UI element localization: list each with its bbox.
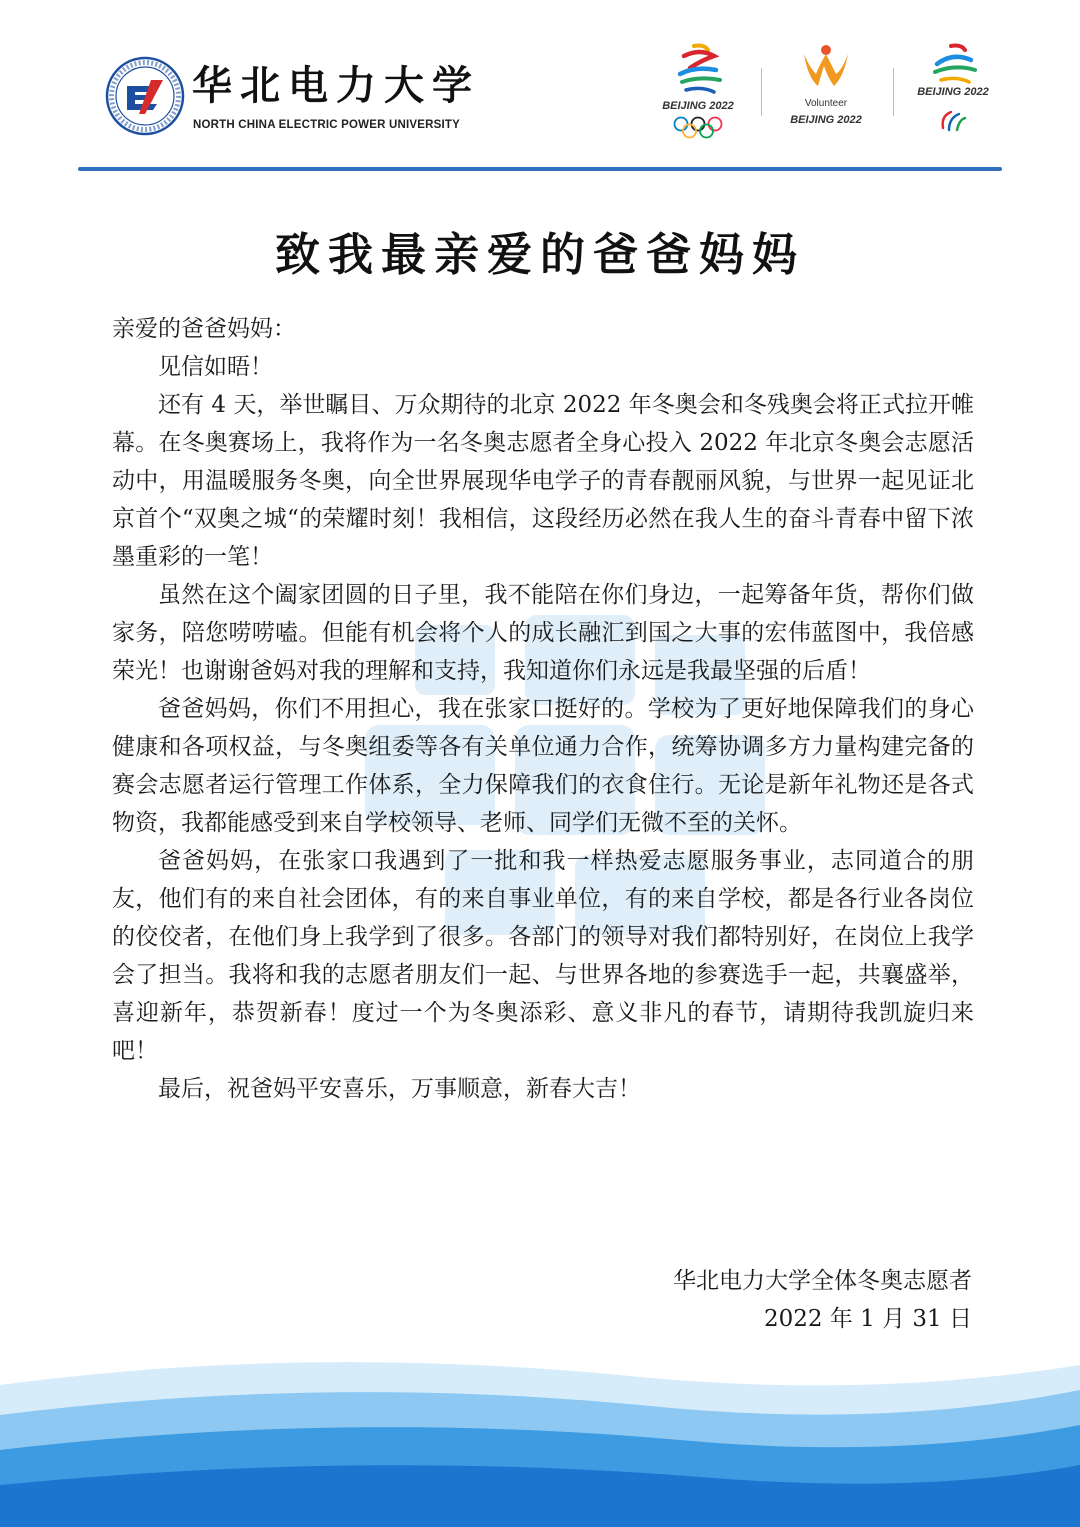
footer-wave-decoration [0,1345,1080,1527]
letter-salutation: 亲爱的爸爸妈妈： [112,316,296,342]
beijing-2022-volunteer-emblem [778,42,874,142]
volunteer-emblem-caption: Volunteer [804,98,848,109]
header-divider [78,167,1002,171]
volunteer-emblem-icon [778,42,874,100]
beijing-2022-paralympic-emblem [905,42,1001,142]
letter-paragraph: 最后，祝爸妈平安喜乐，万事顺意，新春大吉！ [158,1076,641,1102]
signature-date: 2022 年 1 月 31 日 [764,1306,972,1332]
letter-paragraph: 爸爸妈妈，在张家口我遇到了一批和我一样热爱志愿服务事业，志同道合的朋友，他们有的来自社会团体，有的来自事业单位，有的来自学校，都是各行业各岗位的佼佼者，在他们身上我学到了很多。各部门的领导对我们都特别好，在岗位上我学会了担当。我将和我的志愿者朋友们一起、与世界各地的参赛选手一起，共襄盛举，喜迎新年，恭贺新春！度过一个为冬奥添彩、意义非凡的春节，请期待我凯旋归来吧！ [112,848,974,1064]
agitos-icon [939,108,967,134]
emblem-divider [893,68,894,116]
volunteer-emblem-label: BEIJING 2022 [790,114,862,126]
university-name-cn: 华北电力大学 [192,62,480,109]
letter-body [112,310,974,1108]
signature-sender: 华北电力大学全体冬奥志愿者 [673,1268,972,1294]
letter-signature [673,1262,972,1338]
letter-paragraph: 见信如晤！ [158,354,273,380]
letter-paragraph: 爸爸妈妈，你们不用担心，我在张家口挺好的。学校为了更好地保障我们的身心健康和各项权益，与冬奥组委等各有关单位通力合作，统筹协调多方力量构建完备的赛会志愿者运行管理工作体系，全力保障我们的衣食住行。无论是新年礼物还是各式物资，我都能感受到来自学校领导、老师、同学们无微不至的关怀。 [112,696,974,836]
university-name-en: NORTH CHINA ELECTRIC POWER UNIVERSITY [193,119,461,131]
olympic-emblem-label: BEIJING 2022 [662,100,734,112]
beijing-2022-olympic-emblem [650,42,746,142]
paralympic-emblem-label: BEIJING 2022 [917,86,989,98]
letter-paragraph: 虽然在这个阖家团圆的日子里，我不能陪在你们身边，一起筹备年货，帮你们做家务，陪您唠唠嗑。但能有机会将个人的成长融汇到国之大事的宏伟蓝图中，我倍感荣光！也谢谢爸妈对我的理解和支持，我知道你们永远是我最坚强的后盾！ [112,582,974,684]
olympic-emblem-icon [650,42,746,100]
letter-paragraph: 还有 4 天，举世瞩目、万众期待的北京 2022 年冬奥会和冬残奥会将正式拉开帷幕。在冬奥赛场上，我将作为一名冬奥志愿者全身心投入 2022 年北京冬奥会志愿活动中，用温暖服务冬奥，向全世界展现华电学子的青春靓丽风貌，与世界一起见证北京首个“双奥之城“的荣耀时刻！我相信，这段经历必然在我人生的奋斗青春中留下浓墨重彩的一笔！ [112,392,974,570]
paralympic-emblem-icon [905,42,1001,88]
olympic-rings-icon [672,116,724,140]
letterhead [0,0,1080,175]
letter-title: 致我最亲爱的爸爸妈妈 [274,228,805,281]
emblem-divider [761,68,762,116]
university-emblem-logo [105,56,185,136]
